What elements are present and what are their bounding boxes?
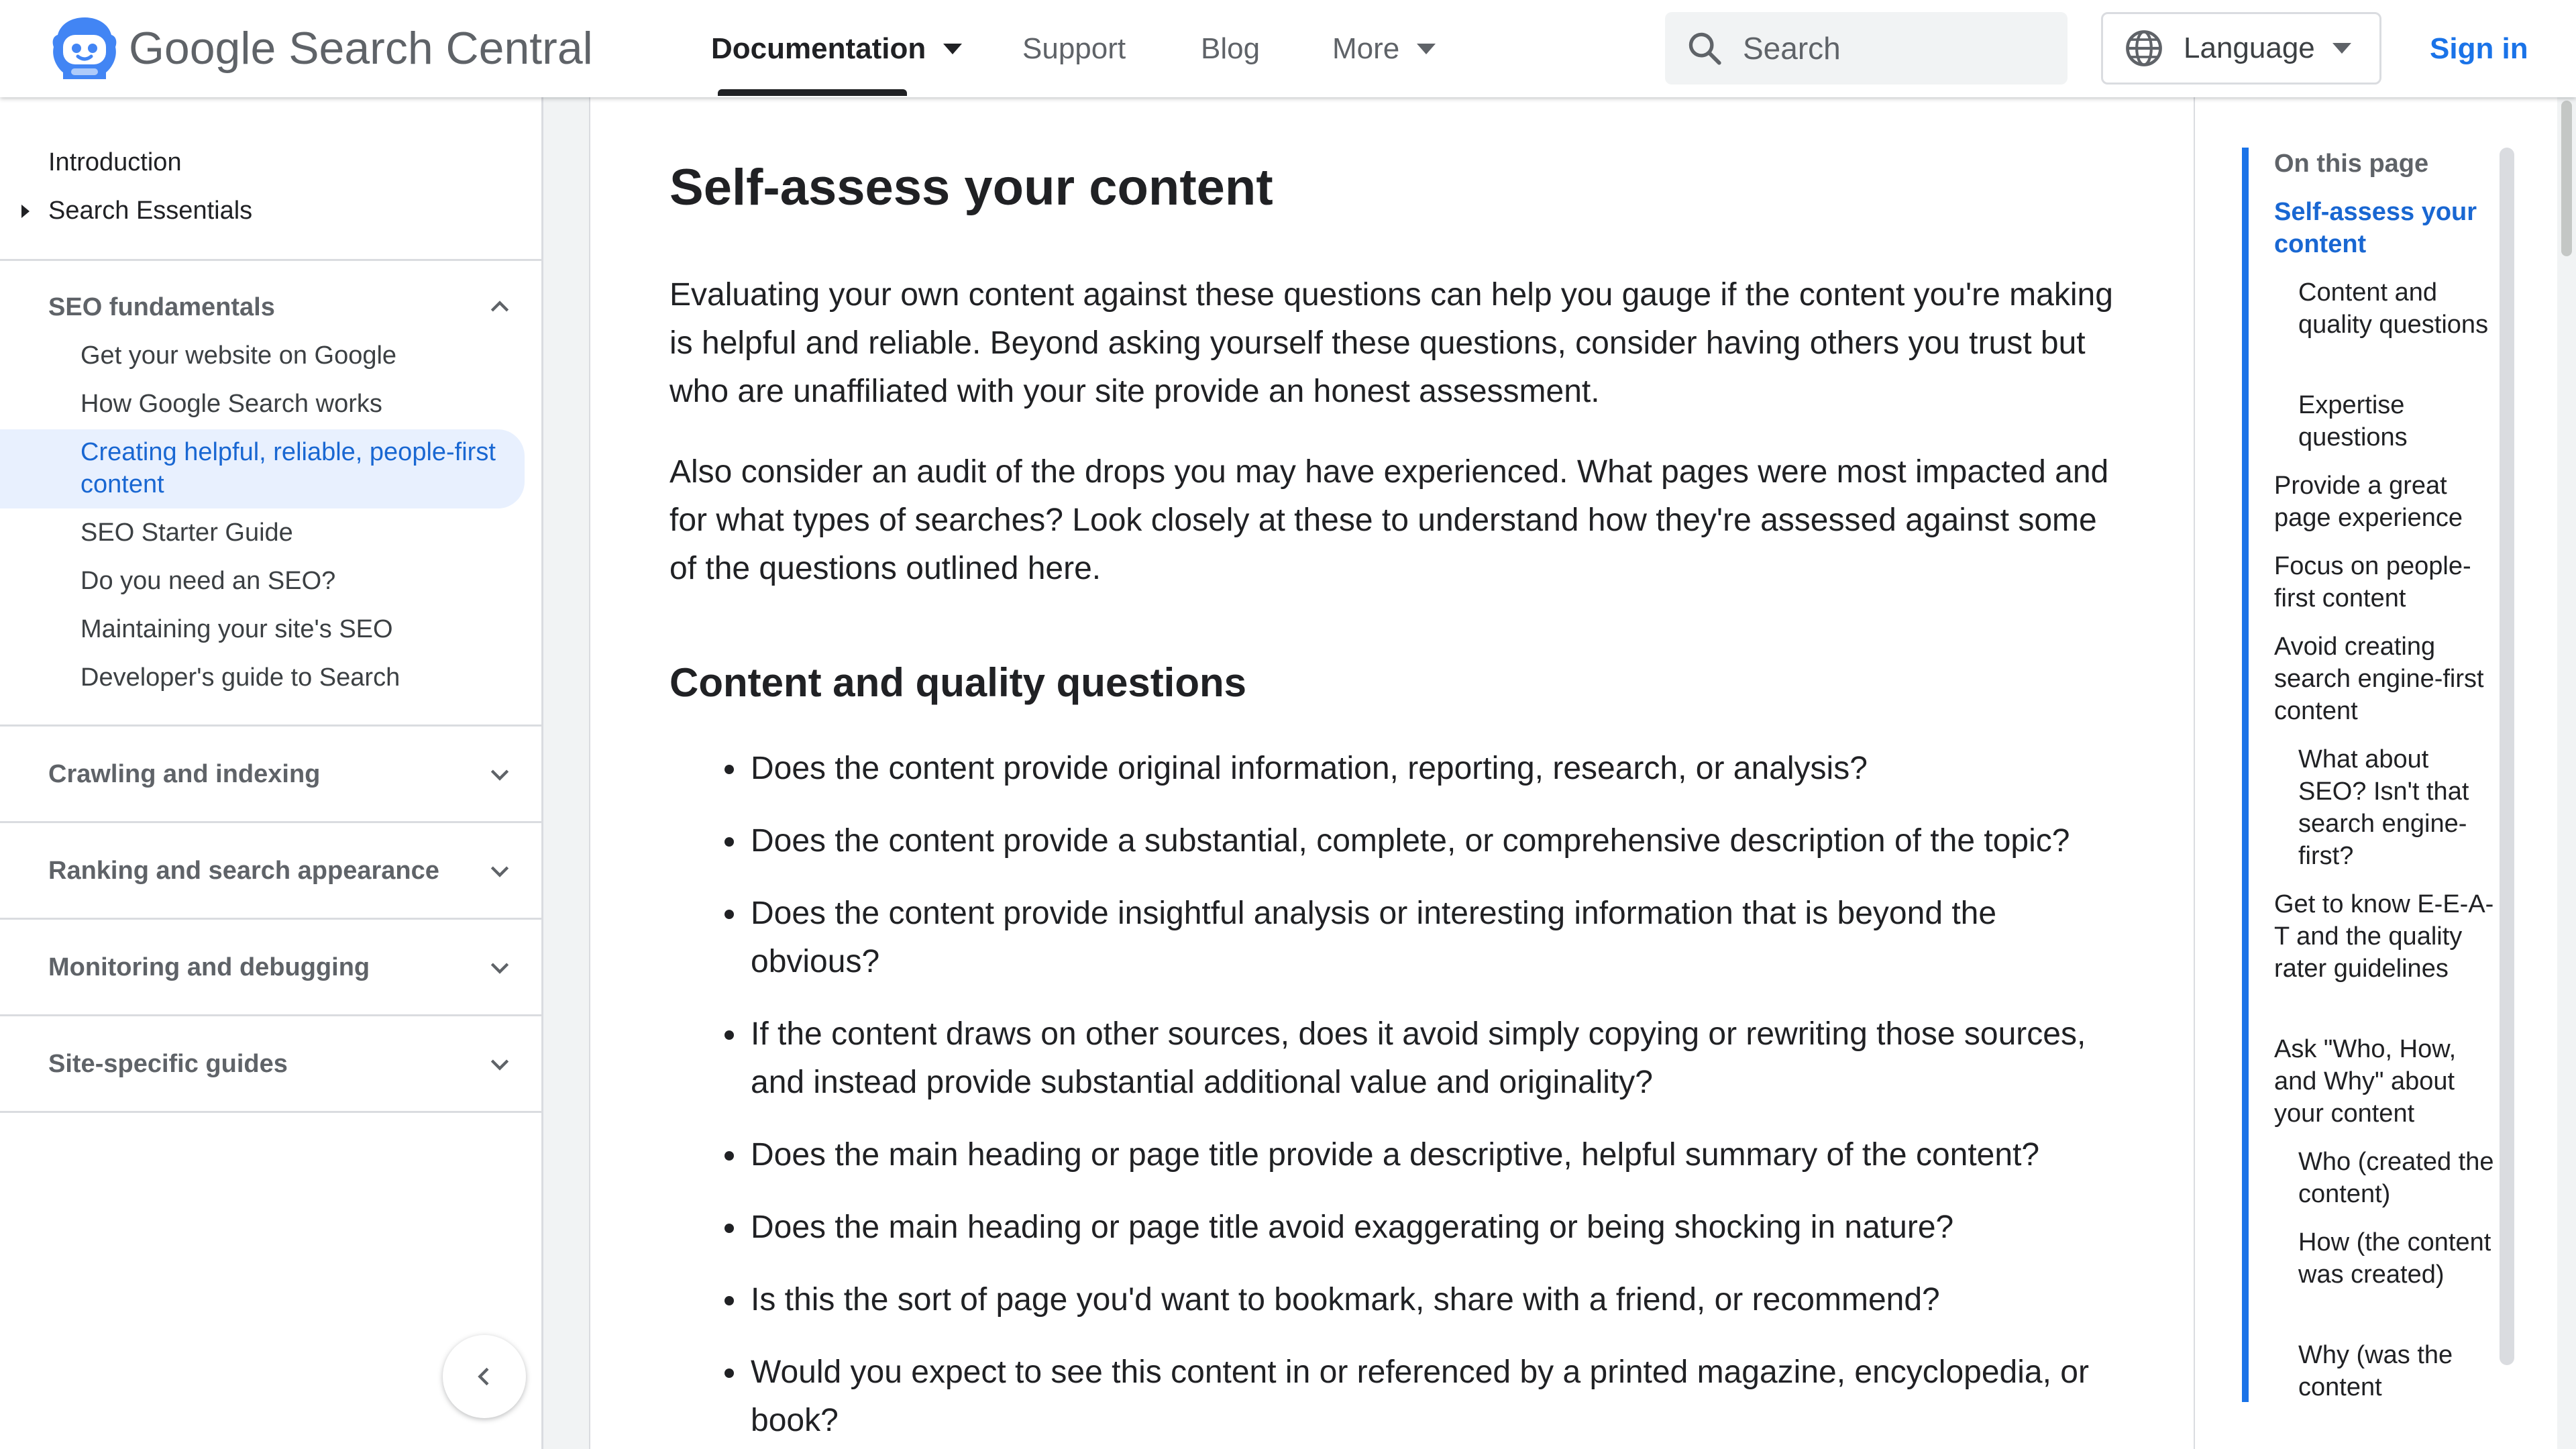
toc-item-self-assess[interactable]: Self-assess your content <box>2274 198 2477 258</box>
sidebar-item-developers-guide[interactable]: Developer's guide to Search <box>80 663 400 692</box>
page-scrollbar-track[interactable] <box>2557 97 2576 1449</box>
sidebar-section-seo-fundamentals[interactable]: SEO fundamentals <box>48 293 275 321</box>
nav-active-indicator <box>718 89 907 96</box>
toc-item-expertise[interactable]: Expertise questions <box>2298 391 2408 451</box>
caret-down-icon <box>1417 44 1436 54</box>
chevron-down-icon[interactable] <box>486 857 513 884</box>
chevron-left-icon <box>471 1363 498 1390</box>
sidebar-divider <box>0 724 541 727</box>
sidebar-item-maintaining-seo[interactable]: Maintaining your site's SEO <box>80 615 393 643</box>
page-title: Self-assess your content <box>669 159 1273 216</box>
toc-item-why[interactable]: Why (was the content <box>2298 1341 2453 1401</box>
list-item: Does the main heading or page title avoid exaggerating or being shocking in nature? <box>669 1203 2129 1252</box>
sign-in-link[interactable]: Sign in <box>2430 32 2528 65</box>
sidebar-section-crawling-indexing[interactable]: Crawling and indexing <box>48 760 321 788</box>
sidebar-item-get-website-on-google[interactable]: Get your website on Google <box>80 341 397 370</box>
sidebar-item-how-search-works[interactable]: How Google Search works <box>80 390 382 418</box>
list-item: Does the content provide original information, reporting, research, or analysis? <box>669 745 2129 793</box>
language-selector[interactable]: Language <box>2101 12 2381 85</box>
sidebar-divider <box>0 259 541 261</box>
section-title-content-quality: Content and quality questions <box>669 660 1247 705</box>
sidebar-item-need-an-seo[interactable]: Do you need an SEO? <box>80 567 336 595</box>
sidebar-divider <box>0 918 541 920</box>
toc-item-people-first[interactable]: Focus on people-first content <box>2274 552 2471 612</box>
toc-item-page-experience[interactable]: Provide a great page experience <box>2274 472 2463 532</box>
nav-more[interactable]: More <box>1332 0 1436 97</box>
sidebar-section-site-specific-guides[interactable]: Site-specific guides <box>48 1050 288 1078</box>
search-box[interactable] <box>1665 12 2068 85</box>
toc-item-what-about-seo[interactable]: What about SEO? Isn't that search engine-first? <box>2298 745 2469 870</box>
page-scrollbar-thumb[interactable] <box>2561 101 2572 256</box>
list-item: Does the main heading or page title provide a descriptive, helpful summary of the content? <box>669 1131 2129 1179</box>
questions-list <box>669 745 2129 1449</box>
sidebar-section-ranking-appearance[interactable]: Ranking and search appearance <box>48 857 439 885</box>
nav-support[interactable]: Support <box>1022 32 1126 65</box>
sidebar-section-monitoring-debugging[interactable]: Monitoring and debugging <box>48 953 370 981</box>
sidebar-item-helpful-content[interactable]: Creating helpful, reliable, people-first content <box>80 438 496 498</box>
list-item: Does the content provide insightful analysis or interesting information that is beyond the obvious? <box>669 890 2129 986</box>
triangle-right-icon[interactable] <box>21 205 30 218</box>
caret-down-icon <box>943 44 962 54</box>
toc-item-avoid-search-engine-first[interactable]: Avoid creating search engine-first content <box>2274 633 2484 725</box>
toc-scrollbar[interactable] <box>2500 148 2514 1365</box>
globe-icon <box>2123 28 2165 69</box>
sidebar-divider <box>0 821 541 823</box>
collapse-sidebar-button[interactable] <box>443 1335 526 1418</box>
list-item: Would you expect to see this content in or referenced by a printed magazine, encyclopedia, or book? <box>669 1348 2129 1445</box>
toc-active-bar <box>2242 148 2249 1402</box>
chevron-down-icon[interactable] <box>486 954 513 981</box>
list-item: Does the content provide a substantial, complete, or comprehensive description of the topic? <box>669 817 2129 865</box>
search-icon <box>1685 29 1724 68</box>
toc-item-who-how-why[interactable]: Ask "Who, How, and Why" about your content <box>2274 1035 2457 1128</box>
toc-item-who[interactable]: Who (created the content) <box>2298 1148 2494 1208</box>
caret-down-icon <box>2332 43 2351 54</box>
search-input[interactable] <box>1743 30 2045 66</box>
list-item: If the content draws on other sources, does it avoid simply copying or rewriting those sources, and instead provide substantial additional value and originality? <box>669 1010 2129 1107</box>
nav-documentation[interactable]: Documentation <box>711 0 962 97</box>
sidebar-divider <box>0 1014 541 1016</box>
list-item: Is this the sort of page you'd want to bookmark, share with a friend, or recommend? <box>669 1276 2129 1324</box>
toc-item-content-quality[interactable]: Content and quality questions <box>2298 278 2489 339</box>
top-header <box>0 0 2576 97</box>
sidebar-item-search-essentials[interactable]: Search Essentials <box>48 197 253 225</box>
brand-title[interactable]: Google Search Central <box>129 23 593 74</box>
search-central-logo-icon[interactable] <box>51 15 118 82</box>
audit-paragraph: Also consider an audit of the drops you may have experienced. What pages were most impacted and for what types of searches? Look closely at these to understand how they're assessed against some of the questions outlined here. <box>669 454 2109 586</box>
chevron-down-icon[interactable] <box>486 1051 513 1077</box>
nav-blog[interactable]: Blog <box>1201 32 1260 65</box>
toc-item-how[interactable]: How (the content was created) <box>2298 1228 2491 1289</box>
toc-item-eeat[interactable]: Get to know E-E-A-T and the quality rater guidelines <box>2274 890 2494 983</box>
chevron-up-icon[interactable] <box>486 294 513 321</box>
intro-paragraph: Evaluating your own content against these questions can help you gauge if the content you're making is helpful and reliable. Beyond asking yourself these questions, consider having others you trust but who are unaffiliated with your site provide an honest assessment. <box>669 277 2113 409</box>
sidebar-divider <box>0 1111 541 1113</box>
sidebar-item-introduction[interactable]: Introduction <box>48 148 182 176</box>
toc-title: On this page <box>2274 150 2429 178</box>
sidebar-item-seo-starter-guide[interactable]: SEO Starter Guide <box>80 519 293 547</box>
chevron-down-icon[interactable] <box>486 761 513 788</box>
